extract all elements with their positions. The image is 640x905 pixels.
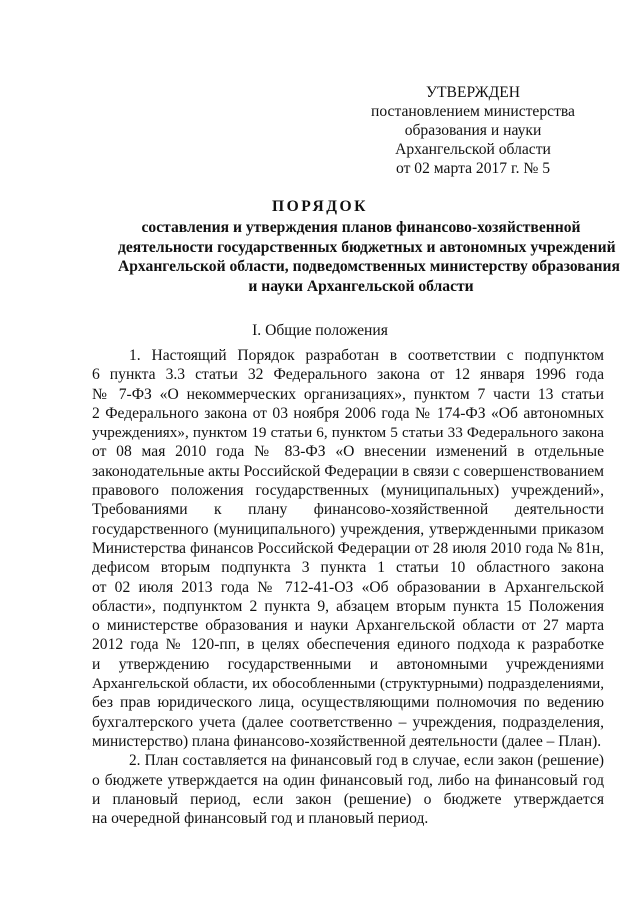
text-line: правового положения государственных (муниципальных) учреждений», <box>92 482 604 500</box>
paragraph-1 <box>92 346 604 751</box>
text-line: законодательные акты Российской Федерации в связи с совершенствованием <box>92 462 604 480</box>
approval-line: образования и науки <box>404 122 542 139</box>
document-subtitle <box>118 218 620 296</box>
text-line: бухгалтерского учета (далее соответственно – учреждения, подразделения, <box>92 713 604 731</box>
text-line: учреждениях», пунктом 19 статьи 6, пунктом 5 статьи 33 Федерального закона <box>92 424 604 442</box>
approval-line: от 02 марта 2017 г. № 5 <box>396 160 550 177</box>
text-line: от 02 июля 2013 года № 712-41-ОЗ «Об образовании в Архангельской <box>92 578 604 596</box>
text-line: министерство) плана финансово-хозяйственной деятельности (далее – План). <box>92 732 602 750</box>
text-line: 2 Федерального закона от 03 ноября 2006 года № 174-ФЗ «Об автономных <box>92 404 604 422</box>
subtitle-line: и науки Архангельской области <box>248 277 474 295</box>
text-line: Архангельской области, их обособленными (структурными) подразделениями, <box>92 675 604 693</box>
text-line: 1. Настоящий Порядок разработан в соответствии с подпунктом <box>129 347 604 364</box>
text-line: 6 пункта 3.3 статьи 32 Федерального закона от 12 января 1996 года <box>92 366 604 384</box>
text-line: без прав юридического лица, осуществляющими полномочия по ведению <box>92 694 604 712</box>
text-line: государственного (муниципального) учреждения, утвержденными приказом <box>92 520 604 538</box>
text-line: о бюджете утверждается на один финансовый год, либо на финансовый год <box>92 771 604 789</box>
section-heading: I. Общие положения <box>252 322 388 339</box>
approval-line: Архангельской области <box>395 141 551 158</box>
subtitle-line: Архангельской области, подведомственных министерству образования <box>118 258 620 275</box>
text-line: на очередной финансовый год и плановый период. <box>92 810 429 828</box>
approval-line: постановлением министерства <box>371 103 575 120</box>
document-title: ПОРЯДОК <box>272 198 368 215</box>
subtitle-line: деятельности государственных бюджетных и автономных учреждений <box>118 238 616 256</box>
text-line: области», подпунктом 2 пункта 9, абзацем вторым пункта 15 Положения <box>92 597 604 615</box>
text-line: Требованиями к плану финансово-хозяйственной деятельности <box>92 501 604 519</box>
approval-block <box>364 83 582 178</box>
text-line: от 08 мая 2010 года № 83-ФЗ «О внесении изменений в отдельные <box>92 443 604 461</box>
text-line: и утверждению государственными и автономными учреждениями <box>92 655 604 673</box>
paragraph-2 <box>92 751 604 828</box>
text-line: № 7-ФЗ «О некоммерческих организациях», пунктом 7 части 13 статьи <box>92 385 604 403</box>
text-line: и плановый период, если закон (решение) о бюджете утверждается <box>92 790 604 808</box>
body-text <box>92 346 604 828</box>
text-line: дефисом вторым подпункта 3 пункта 1 статьи 10 областного закона <box>92 559 604 577</box>
text-line: Министерства финансов Российской Федерации от 28 июля 2010 года № 81н, <box>92 539 604 557</box>
text-line: 2012 года № 120-пп, в целях обеспечения единого подхода к разработке <box>92 636 604 654</box>
approval-line: УТВЕРЖДЕН <box>425 84 520 101</box>
text-line: о министерстве образования и науки Архангельской области от 27 марта <box>92 617 604 635</box>
text-line: 2. План составляется на финансовый год в случае, если закон (решение) <box>129 752 604 770</box>
subtitle-line: составления и утверждения планов финансово-хозяйственной <box>141 219 581 236</box>
